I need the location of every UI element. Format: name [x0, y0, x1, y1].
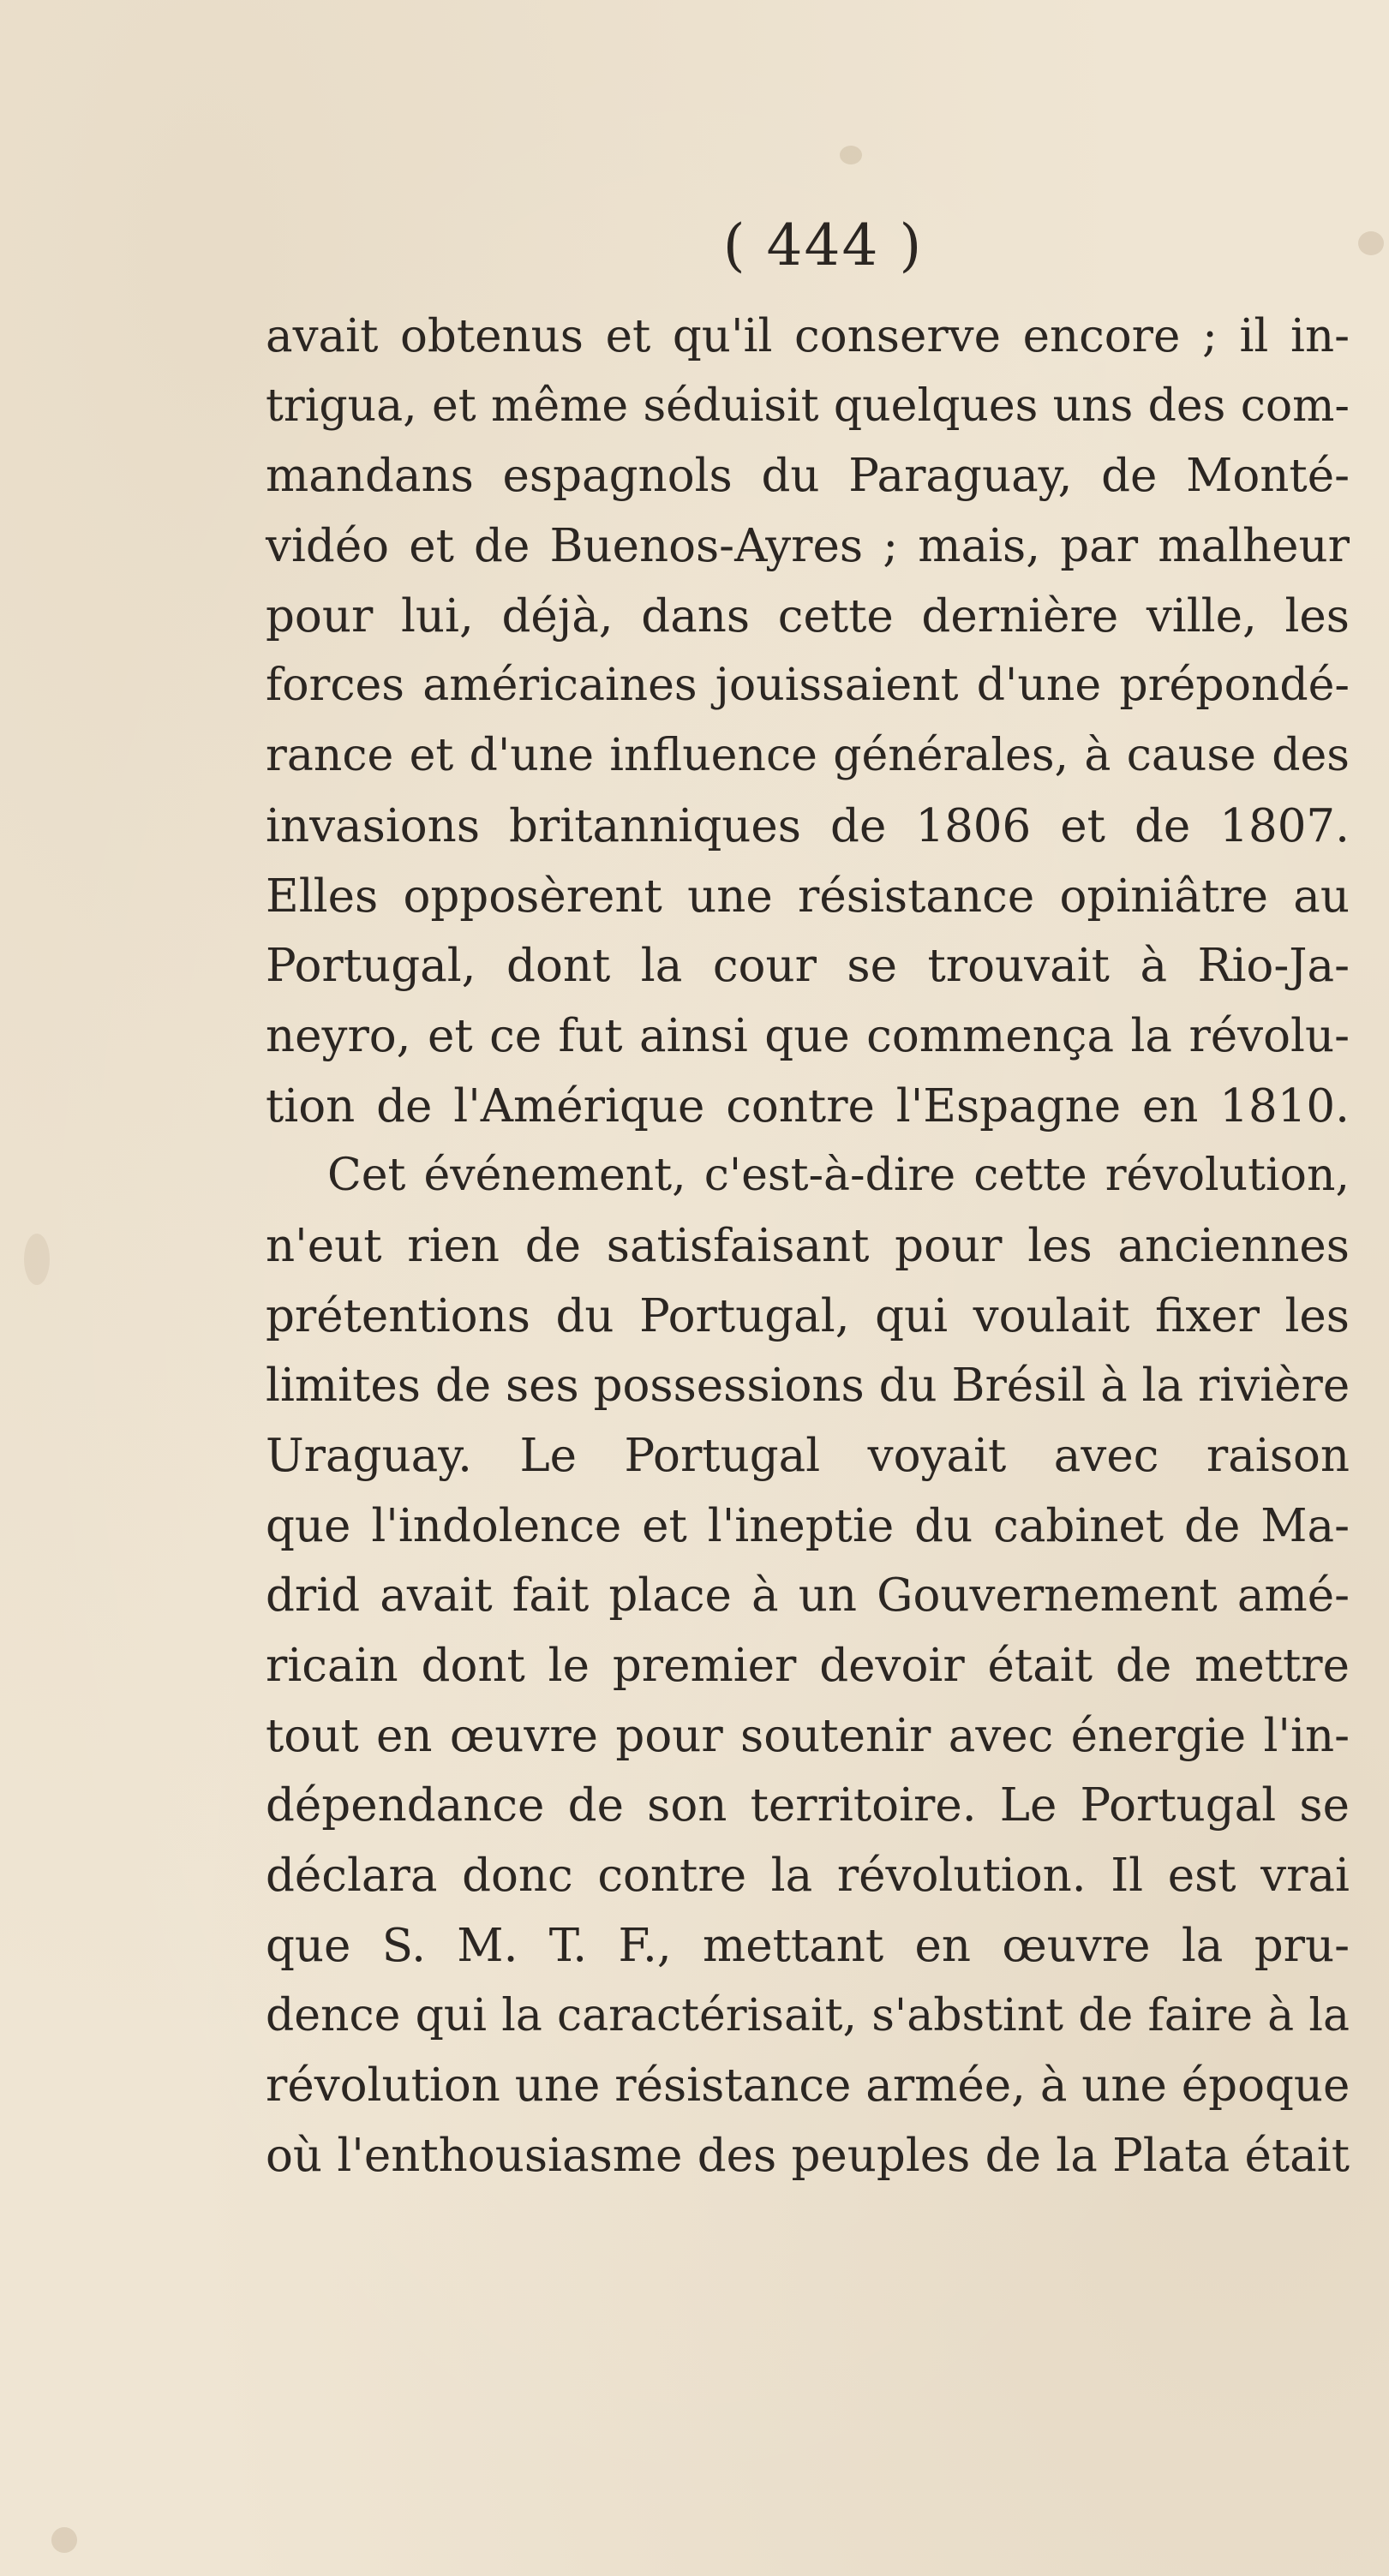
paper-stain [51, 2527, 77, 2553]
text-line: forces américaines jouissaient d'une prépondé- [266, 660, 1350, 712]
text-line: limites de ses possessions du Brésil à la rivière [266, 1360, 1350, 1413]
paper-stain [840, 146, 862, 164]
text-line: prétentions du Portugal, qui voulait fixer les [266, 1289, 1350, 1342]
text-line: déclara donc contre la révolution. Il est vrai [266, 1850, 1350, 1903]
text-line: tout en œuvre pour soutenir avec énergie l'in- [266, 1709, 1350, 1762]
page-number: ( 444 ) [722, 212, 924, 278]
text-line: Uraguay. Le Portugal voyait avec raison [266, 1430, 1350, 1482]
paragraph-first-line: Cet événement, c'est-à-dire cette révolution, [327, 1150, 1350, 1202]
text-line: Portugal, dont la cour se trouvait à Rio-Ja- [266, 940, 1350, 993]
text-line: n'eut rien de satisfaisant pour les anciennes [266, 1219, 1350, 1272]
text-line: tion de l'Amérique contre l'Espagne en 1810. [266, 1079, 1350, 1133]
text-line: neyro, et ce fut ainsi que commença la révolu- [266, 1009, 1350, 1062]
text-line: mandans espagnols du Paraguay, de Monté- [266, 450, 1350, 503]
text-line: trigua, et même séduisit quelques uns des com- [266, 380, 1350, 432]
text-line: que l'indolence et l'ineptie du cabinet de Ma- [266, 1499, 1350, 1552]
paper-stain [24, 1234, 50, 1285]
text-line: vidéo et de Buenos-Ayres ; mais, par malheur [266, 520, 1350, 573]
text-line: rance et d'une influence générales, à cause des [266, 730, 1350, 782]
text-line: pour lui, déjà, dans cette dernière ville, les [266, 589, 1350, 643]
text-line: que S. M. T. F., mettant en œuvre la pru- [266, 1919, 1350, 1972]
text-line: invasions britanniques de 1806 et de 1807. [266, 799, 1350, 852]
text-line: avait obtenus et qu'il conserve encore ; il in- [266, 310, 1350, 362]
text-line: drid avait fait place à un Gouvernement amé- [266, 1569, 1350, 1623]
text-line: où l'enthousiasme des peuples de la Plata était [266, 2129, 1350, 2182]
text-line: Elles opposèrent une résistance opiniâtre au [266, 870, 1350, 923]
text-line: ricain dont le premier devoir était de mettre [266, 1640, 1350, 1693]
text-line: révolution une résistance armée, à une époque [266, 2059, 1350, 2113]
body-text [266, 302, 1350, 2191]
text-line: dence qui la caractérisait, s'abstint de faire à la [266, 1989, 1350, 2041]
text-line: dépendance de son territoire. Le Portugal se [266, 1779, 1350, 1832]
